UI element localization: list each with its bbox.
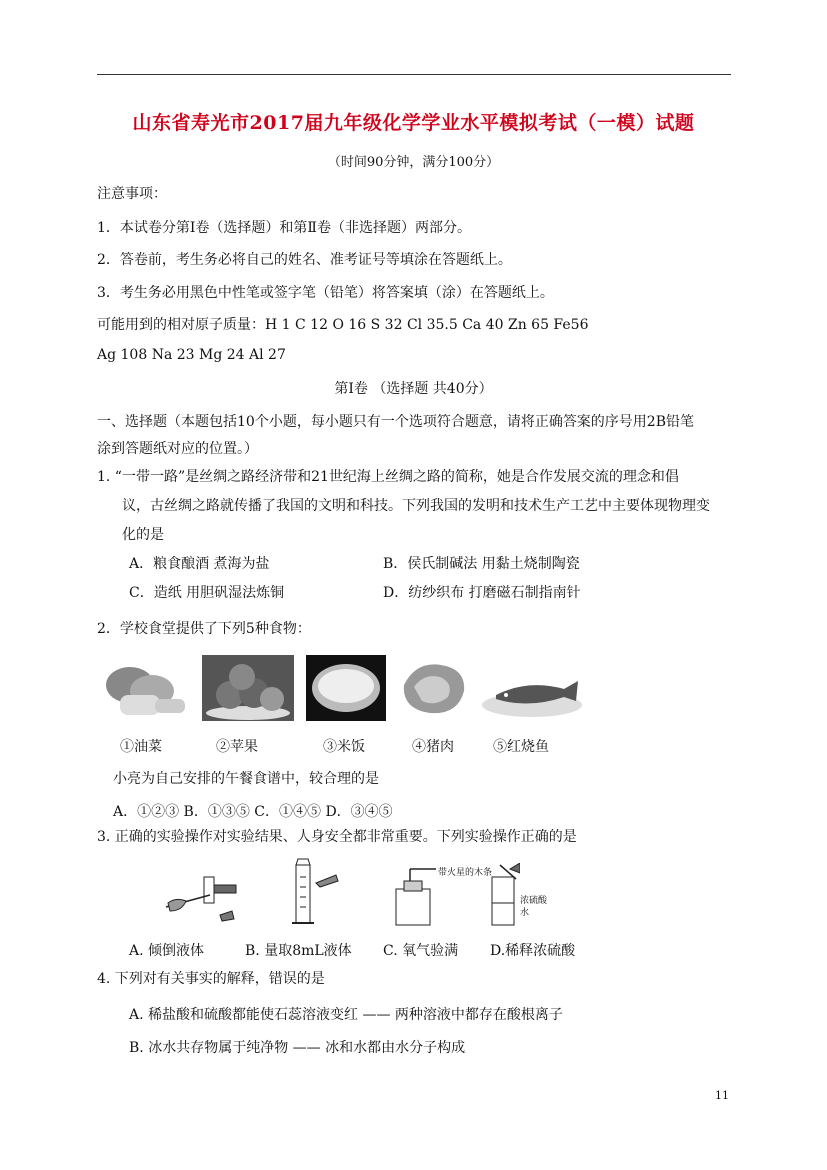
water-label: 水 <box>520 908 530 918</box>
q2-question: 小亮为自己安排的午餐食谱中，较合理的是 <box>113 771 379 787</box>
notice-1: 1．本试卷分第Ⅰ卷（选择题）和第Ⅱ卷（非选择题）两部分。 <box>97 220 471 236</box>
food-label-4: ④猪肉 <box>412 739 454 755</box>
pouring-liquid-diagram <box>160 857 250 927</box>
q1-option-d: D．纺纱织布 打磨磁石制指南针 <box>383 585 581 601</box>
atomic-masses-line-2: Ag 108 Na 23 Mg 24 Al 27 <box>97 347 286 363</box>
exam-subtitle: （时间90分钟，满分100分） <box>327 155 500 170</box>
graduated-cylinder-diagram <box>288 855 348 925</box>
q1-option-a: A．粮食酿酒 煮海为盐 <box>129 556 270 572</box>
conc-acid-label: 浓硫酸 <box>520 896 548 906</box>
notice-heading: 注意事项： <box>97 186 167 202</box>
q1-stem-1: 1. “一带一路”是丝绸之路经济带和21世纪海上丝绸之路的简称，她是合作发展交流的理念和倡 <box>97 469 679 485</box>
q2-options: A．①②③ B．①③⑤ C．①④⑤ D．③④⑤ <box>113 804 393 820</box>
q1-option-c: C．造纸 用胆矾湿法炼铜 <box>129 585 285 601</box>
apple-image <box>202 655 294 721</box>
food-label-5: ⑤红烧鱼 <box>493 739 549 755</box>
q3-option-d: D.稀释浓硫酸 <box>490 943 576 959</box>
section-title: 第Ⅰ卷 （选择题 共40分） <box>334 381 493 397</box>
section-intro-2: 涂到答题纸对应的位置。） <box>97 441 258 457</box>
page-number: 11 <box>715 1089 729 1102</box>
q3-option-a: A. 倾倒液体 <box>129 943 205 959</box>
notice-3: 3．考生务必用黑色中性笔或签字笔（铅笔）将答案填（涂）在答题纸上。 <box>97 285 554 301</box>
exam-title: 山东省寿光市2017届九年级化学学业水平模拟考试（一模）试题 <box>132 112 695 134</box>
q3-stem: 3. 正确的实验操作对实验结果、人身安全都非常重要。下列实验操作正确的是 <box>97 829 577 845</box>
q3-option-c: C. 氧气验满 <box>383 943 459 959</box>
notice-2: 2．答卷前，考生务必将自己的姓名、准考证号等填涂在答题纸上。 <box>97 252 512 268</box>
q4-stem: 4. 下列对有关事实的解释，错误的是 <box>97 971 325 987</box>
rice-image <box>306 655 386 721</box>
oxygen-test-diagram <box>390 867 438 937</box>
dilute-acid-diagram <box>486 863 520 933</box>
vegetable-image <box>100 655 192 721</box>
q4-option-a: A. 稀盐酸和硫酸都能使石蕊溶液变红 —— 两种溶液中都存在酸根离子 <box>129 1007 563 1023</box>
q1-stem-2: 议，古丝绸之路就传播了我国的文明和科技。下列我国的发明和技术生产工艺中主要体现物理变 <box>122 498 710 514</box>
q2-stem: 2．学校食堂提供了下列5种食物： <box>97 621 311 637</box>
q1-option-b: B．侯氏制碱法 用黏土烧制陶瓷 <box>383 556 580 572</box>
section-intro-1: 一、选择题（本题包括10个小题，每小题只有一个选项符合题意，请将正确答案的序号用2B铅笔 <box>97 414 695 430</box>
pork-image <box>396 655 472 721</box>
q3-option-b: B. 量取8mL液体 <box>245 943 352 959</box>
q4-option-b: B. 冰水共存物属于纯净物 —— 冰和水都由水分子构成 <box>129 1040 466 1056</box>
wood-splint-label: 带火星的木条 <box>438 868 493 878</box>
fish-image <box>478 655 586 721</box>
header-rule <box>97 74 731 75</box>
food-label-2: ②苹果 <box>216 739 258 755</box>
q1-stem-3: 化的是 <box>122 527 164 543</box>
food-label-3: ③米饭 <box>323 739 365 755</box>
food-label-1: ①油菜 <box>120 739 162 755</box>
atomic-masses-line-1: 可能用到的相对原子质量：H 1 C 12 O 16 S 32 Cl 35.5 Ca 40 Zn 65 Fe56 <box>97 317 589 333</box>
